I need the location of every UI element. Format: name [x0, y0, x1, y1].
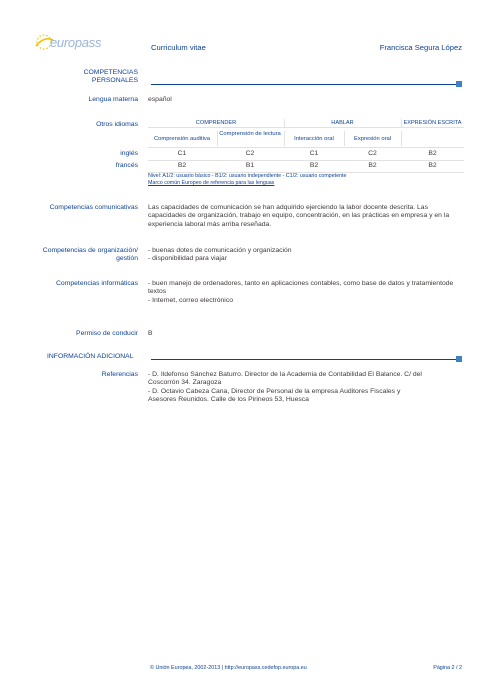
- col-listening: Comprensión auditiva: [153, 136, 211, 142]
- table-row-divider: [148, 160, 464, 161]
- section-heading-additional-info: INFORMACIÓN ADICIONAL: [47, 353, 134, 360]
- level-production: B2: [368, 162, 377, 169]
- table-separator: [344, 131, 345, 146]
- level-writing: B2: [428, 162, 437, 169]
- col-reading: Comprensión de lectura: [219, 131, 281, 137]
- computer-skills-label: Competencias informáticas: [56, 280, 138, 287]
- list-item: - D. Octavio Cabeza Cana, Director de Personal de la empresa Auditores Fiscales y Asesores Reunidos. Calle de los Pirineos 53, Huesca: [148, 387, 401, 404]
- footer-copyright: © Unión Europea, 2002-2013 | http://europass.cedefop.europa.eu: [150, 665, 307, 671]
- level-writing: B2: [428, 150, 437, 157]
- level-reading: C2: [245, 150, 255, 157]
- framework-link-wrap: [148, 180, 274, 187]
- driving-licence-label: Permiso de conducir: [76, 330, 138, 337]
- driving-licence-value: B: [148, 330, 153, 337]
- references-label: Referencias: [101, 371, 138, 378]
- list-item: - disponibilidad para viajar: [148, 255, 227, 263]
- table-separator: [401, 131, 402, 146]
- table-separator: [284, 131, 285, 146]
- language-table-group-row: [148, 117, 464, 128]
- table-separator: [401, 119, 402, 127]
- levels-note: Nivel: A1/2: usuario básico - B1/2: usuario independiente - C1/2: usuario competente: [148, 173, 347, 179]
- organisational-skills-value: [148, 247, 464, 264]
- communication-skills-label: Competencias comunicativas: [49, 204, 138, 211]
- language-row-french: [0, 162, 489, 172]
- page-number: Página 2 / 2: [433, 665, 462, 671]
- col-production: Expresión oral: [353, 136, 392, 142]
- level-production: C2: [368, 150, 377, 157]
- table-separator: [217, 131, 218, 146]
- level-reading: B1: [245, 162, 255, 169]
- references-value: [148, 371, 428, 405]
- section-rule-marker: [456, 81, 462, 87]
- list-item: - D. Ildefonso Sánchez Baturro. Director de la Academia de Contabilidad El Balance. C/ del Coscorrón 34. Zaragoza: [148, 371, 422, 387]
- language-row-english: [0, 150, 489, 160]
- section-heading-personal-skills: COMPETENCIAS PERSONALES: [83, 69, 138, 84]
- section-rule-additional-info: [151, 359, 462, 360]
- europass-logo: [32, 32, 102, 56]
- group-writing: EXPRESIÓN ESCRITA: [403, 120, 462, 126]
- organisational-label-line1: Competencias de organización/: [42, 247, 138, 254]
- section-rule-personal-skills: [151, 84, 462, 85]
- level-listening: C1: [177, 150, 187, 157]
- communication-skills-value: Las capacidades de comunicación se han adquirido ejerciendo la labor docente descrita. Las capacidades de organización, trabajo en equipo, concentración, en las prácticas en empresa y en la experiencia laboral más arriba reseñada.: [148, 204, 450, 228]
- list-item: - buen manejo de ordenadores, tanto en aplicaciones contables, como base de datos y tratamientode textos: [148, 280, 454, 296]
- other-languages-label: Otros idiomas: [96, 121, 138, 128]
- language-table-column-row: [148, 129, 464, 148]
- mother-tongue-label: Lengua materna: [88, 96, 138, 103]
- col-interaction: Interacción oral: [294, 136, 334, 142]
- mother-tongue-value: español: [148, 96, 172, 103]
- organisational-label-line2: gestión: [116, 255, 138, 262]
- document-title: Curriculum vitae: [151, 43, 206, 52]
- candidate-name: Francisca Segura López: [379, 43, 462, 52]
- logo-text: europass: [50, 35, 102, 50]
- group-speaking: HABLAR: [331, 120, 354, 126]
- organisational-skills-label: [20, 247, 138, 263]
- language-name: inglés: [120, 150, 138, 157]
- list-item: - Internet, correo electrónico: [148, 296, 234, 304]
- group-understanding: COMPRENDER: [195, 120, 237, 126]
- computer-skills-value: [148, 280, 464, 305]
- level-listening: B2: [177, 162, 187, 169]
- level-interaction: C1: [309, 150, 319, 157]
- level-interaction: B2: [309, 162, 319, 169]
- language-name: francés: [115, 162, 138, 169]
- framework-link[interactable]: Marco común Europeo de referencia para las lenguas: [148, 180, 275, 186]
- table-separator: [284, 119, 285, 127]
- list-item: - buenas dotes de comunicación y organización: [148, 247, 292, 254]
- section-rule-marker: [456, 356, 462, 362]
